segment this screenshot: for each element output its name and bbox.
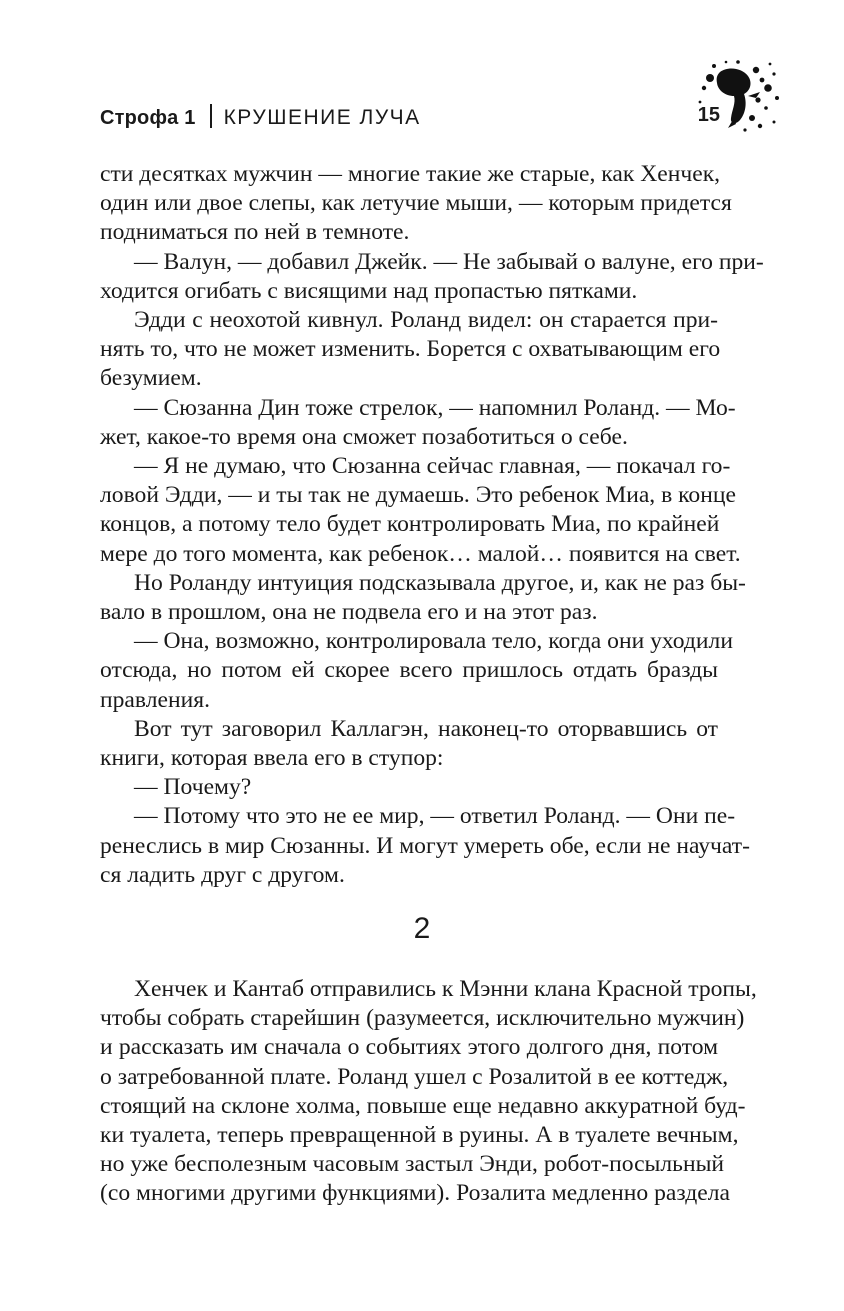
section-number: 2 xyxy=(413,912,431,945)
text-line: ренеслись в мир Сюзанны. И могут умереть обе, если не научат- xyxy=(100,832,750,859)
header-part: Строфа 1 xyxy=(100,107,196,129)
text-line: безумием. xyxy=(100,365,202,392)
text-line: книги, которая ввела его в ступор: xyxy=(100,745,444,772)
text-line: ходится огибать с висящими над пропастью пятками. xyxy=(100,277,638,304)
text-line: чтобы собрать старейшин (разумеется, исключительно мужчин) xyxy=(100,1005,745,1032)
text-line: — Я не думаю, что Сюзанна сейчас главная, — покачал го- xyxy=(134,453,731,480)
header-title: КРУШЕНИЕ ЛУЧА xyxy=(223,106,421,129)
text-line: вало в прошлом, она не подвела его и на этот раз. xyxy=(100,599,598,626)
text-line: — Валун, — добавил Джейк. — Не забывай о валуне, его при- xyxy=(134,248,764,275)
text-line: один или двое слепы, как летучие мыши, — которым придется xyxy=(100,190,732,217)
text-line: ловой Эдди, — и ты так не думаешь. Это ребенок Миа, в конце xyxy=(100,482,736,509)
text-line: мере до того момента, как ребенок… малой… появится на свет. xyxy=(100,540,741,567)
text-line: о затребованной плате. Роланд ушел с Розалитой в ее коттедж, xyxy=(100,1063,729,1090)
text-line: — Потому что это не ее мир, — ответил Роланд. — Они пе- xyxy=(134,803,736,830)
text-line: Но Роланду интуиция подсказывала другое, и, как не раз бы- xyxy=(134,569,746,596)
text-line: Хенчек и Кантаб отправились к Мэнни клана Красной тропы, xyxy=(134,976,757,1002)
text-line: сти десятках мужчин — многие такие же старые, как Хенчек, xyxy=(100,161,721,187)
text-line: концов, а потому тело будет контролировать Миа, по крайней xyxy=(100,511,720,538)
text-line: жет, какое-то время она сможет позаботиться о себе. xyxy=(100,423,628,450)
text-line: — Почему? xyxy=(134,774,252,801)
text-line: Вот тут заговорил Каллагэн, наконец-то оторвавшись от xyxy=(134,715,718,742)
header-divider xyxy=(210,104,212,128)
text-line: — Сюзанна Дин тоже стрелок, — напомнил Роланд. — Мо- xyxy=(134,394,736,421)
page-number: 15 xyxy=(697,104,720,126)
text-line: правления. xyxy=(100,686,210,713)
text-line: отсюда, но потом ей скорее всего пришлось отдать бразды xyxy=(100,657,718,684)
text-line: Эдди с неохотой кивнул. Роланд видел: он старается при- xyxy=(134,307,718,334)
text-line: ки туалета, теперь превращенной в руины. А в туалете вечным, xyxy=(100,1122,739,1149)
text-line: — Она, возможно, контролировала тело, когда они уходили xyxy=(134,628,733,655)
text-line: нять то, что не может изменить. Борется с охватывающим его xyxy=(100,336,721,363)
section-two-text xyxy=(100,975,757,1209)
text-line: (со многими другими функциями). Розалита медленно раздела xyxy=(100,1180,730,1207)
section-one-text xyxy=(100,160,764,890)
text-line: подниматься по ней в темноте. xyxy=(100,219,410,246)
header-left xyxy=(100,104,421,130)
ink-splash-icon xyxy=(690,58,782,138)
text-line: стоящий на склоне холма, повыше еще недавно аккуратной буд- xyxy=(100,1092,746,1119)
text-line: но уже бесполезным часовым застыл Энди, робот-посыльный xyxy=(100,1151,725,1178)
text-line: ся ладить друг с другом. xyxy=(100,861,345,888)
running-header xyxy=(100,100,720,134)
text-line: и рассказать им сначала о событиях этого долгого дня, потом xyxy=(100,1034,718,1061)
